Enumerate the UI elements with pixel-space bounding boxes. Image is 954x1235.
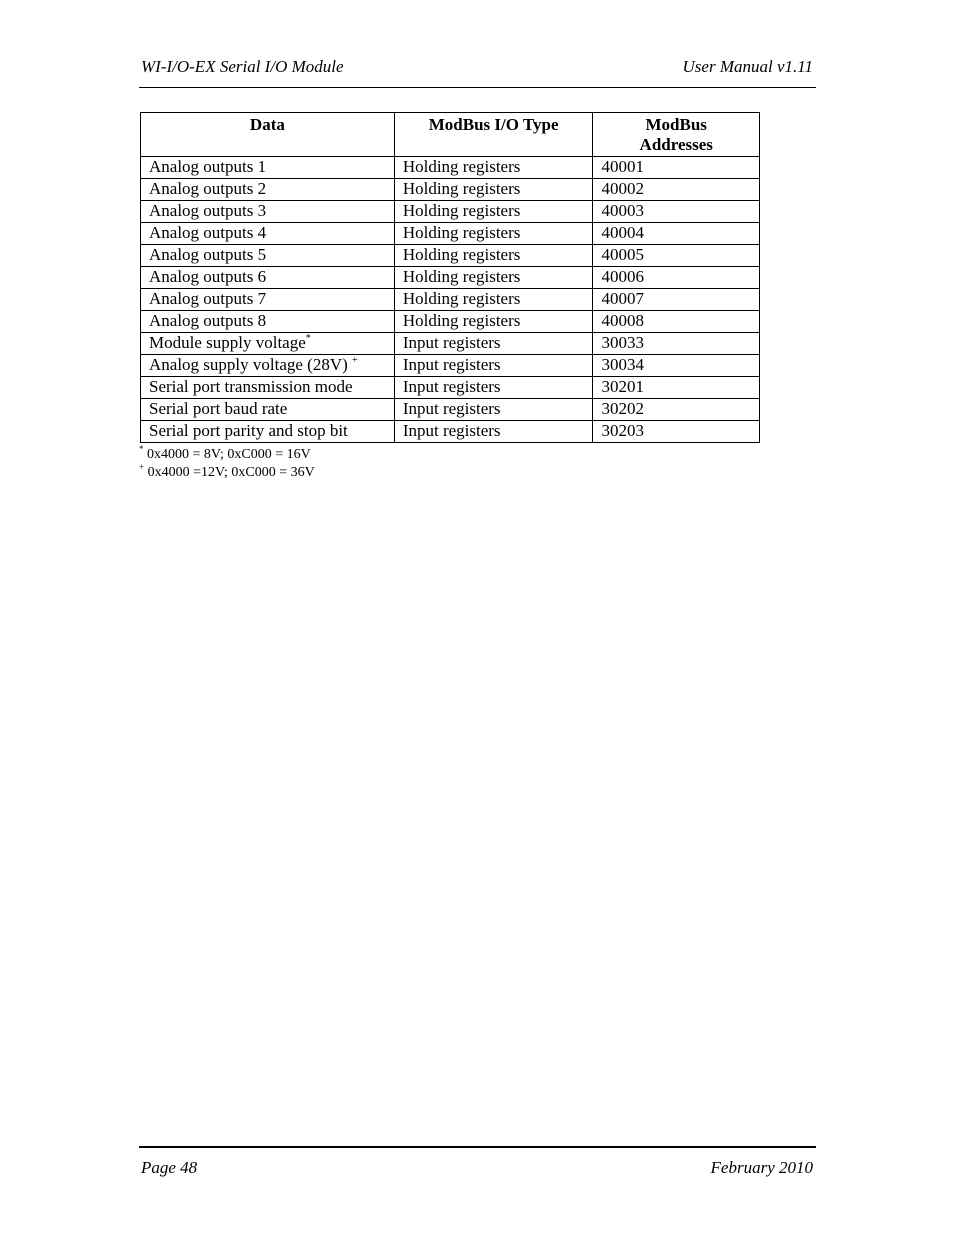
cell-io-type: Input registers <box>394 421 593 443</box>
page-footer <box>139 1146 816 1177</box>
table-row <box>141 399 760 421</box>
header-title: WI-I/O-EX Serial I/O Module <box>141 57 344 76</box>
table-row <box>141 267 760 289</box>
footnote-mark: + <box>139 462 145 472</box>
cell-data <box>141 201 395 223</box>
cell-data <box>141 333 395 355</box>
table-row <box>141 355 760 377</box>
cell-address: 40001 <box>593 157 760 179</box>
page-number: Page 48 <box>141 1158 198 1177</box>
cell-io-type: Input registers <box>394 355 593 377</box>
table-row <box>141 377 760 399</box>
cell-data <box>141 355 395 377</box>
cell-address: 30202 <box>593 399 760 421</box>
cell-io-type: Input registers <box>394 377 593 399</box>
cell-io-type: Holding registers <box>394 157 593 179</box>
table-row <box>141 421 760 443</box>
cell-data-text: Analog outputs 8 <box>149 311 267 330</box>
cell-data-text: Analog outputs 7 <box>149 289 267 308</box>
cell-data-text: Analog outputs 1 <box>149 157 267 176</box>
cell-data-text: Analog supply voltage (28V) <box>149 355 353 374</box>
cell-data <box>141 311 395 333</box>
table-row <box>141 311 760 333</box>
cell-io-type: Input registers <box>394 333 593 355</box>
cell-data-text: Analog outputs 5 <box>149 245 267 264</box>
cell-io-type: Holding registers <box>394 267 593 289</box>
column-header-addresses-line1: ModBus <box>645 115 707 134</box>
footnote-reference: + <box>352 355 358 366</box>
cell-io-type: Holding registers <box>394 245 593 267</box>
column-header-addresses <box>593 113 760 157</box>
footnote-reference: * <box>305 333 311 344</box>
table-header-row <box>141 113 760 157</box>
cell-data-text: Module supply voltage <box>149 333 306 352</box>
footnotes <box>139 446 315 482</box>
cell-data-text: Analog outputs 6 <box>149 267 267 286</box>
cell-data <box>141 267 395 289</box>
table-row <box>141 223 760 245</box>
cell-address: 40002 <box>593 179 760 201</box>
cell-address: 30034 <box>593 355 760 377</box>
cell-data <box>141 245 395 267</box>
cell-io-type: Holding registers <box>394 311 593 333</box>
modbus-table <box>140 112 760 443</box>
table-row <box>141 333 760 355</box>
page-header <box>139 56 816 88</box>
cell-address: 30203 <box>593 421 760 443</box>
cell-io-type: Holding registers <box>394 179 593 201</box>
table-row <box>141 245 760 267</box>
cell-address: 40008 <box>593 311 760 333</box>
footnote-asterisk <box>139 446 315 464</box>
footnote-mark: * <box>139 444 144 454</box>
cell-data <box>141 157 395 179</box>
cell-address: 30033 <box>593 333 760 355</box>
cell-data <box>141 223 395 245</box>
cell-io-type: Holding registers <box>394 201 593 223</box>
cell-data-text: Serial port parity and stop bit <box>149 421 348 440</box>
cell-data <box>141 179 395 201</box>
cell-io-type: Holding registers <box>394 289 593 311</box>
cell-data-text: Analog outputs 2 <box>149 179 267 198</box>
table-row <box>141 201 760 223</box>
column-header-data: Data <box>141 113 395 157</box>
cell-data <box>141 377 395 399</box>
cell-data-text: Analog outputs 4 <box>149 223 267 242</box>
cell-data-text: Analog outputs 3 <box>149 201 267 220</box>
table-body <box>141 157 760 443</box>
footnote-text: 0x4000 = 8V; 0xC000 = 16V <box>143 447 311 462</box>
table-row <box>141 179 760 201</box>
footnote-text: 0x4000 =12V; 0xC000 = 36V <box>144 465 315 480</box>
cell-address: 40005 <box>593 245 760 267</box>
cell-address: 40003 <box>593 201 760 223</box>
cell-data <box>141 399 395 421</box>
cell-address: 40004 <box>593 223 760 245</box>
table-row <box>141 289 760 311</box>
cell-data <box>141 289 395 311</box>
table-row <box>141 157 760 179</box>
cell-data-text: Serial port baud rate <box>149 399 288 418</box>
cell-data <box>141 421 395 443</box>
cell-io-type: Holding registers <box>394 223 593 245</box>
footer-date: February 2010 <box>710 1158 813 1177</box>
footnote-plus <box>139 464 315 482</box>
cell-address: 30201 <box>593 377 760 399</box>
cell-data-text: Serial port transmission mode <box>149 377 353 396</box>
cell-address: 40007 <box>593 289 760 311</box>
header-version: User Manual v1.11 <box>682 57 813 76</box>
cell-address: 40006 <box>593 267 760 289</box>
column-header-addresses-line2: Addresses <box>639 135 713 154</box>
cell-io-type: Input registers <box>394 399 593 421</box>
column-header-io-type: ModBus I/O Type <box>394 113 593 157</box>
